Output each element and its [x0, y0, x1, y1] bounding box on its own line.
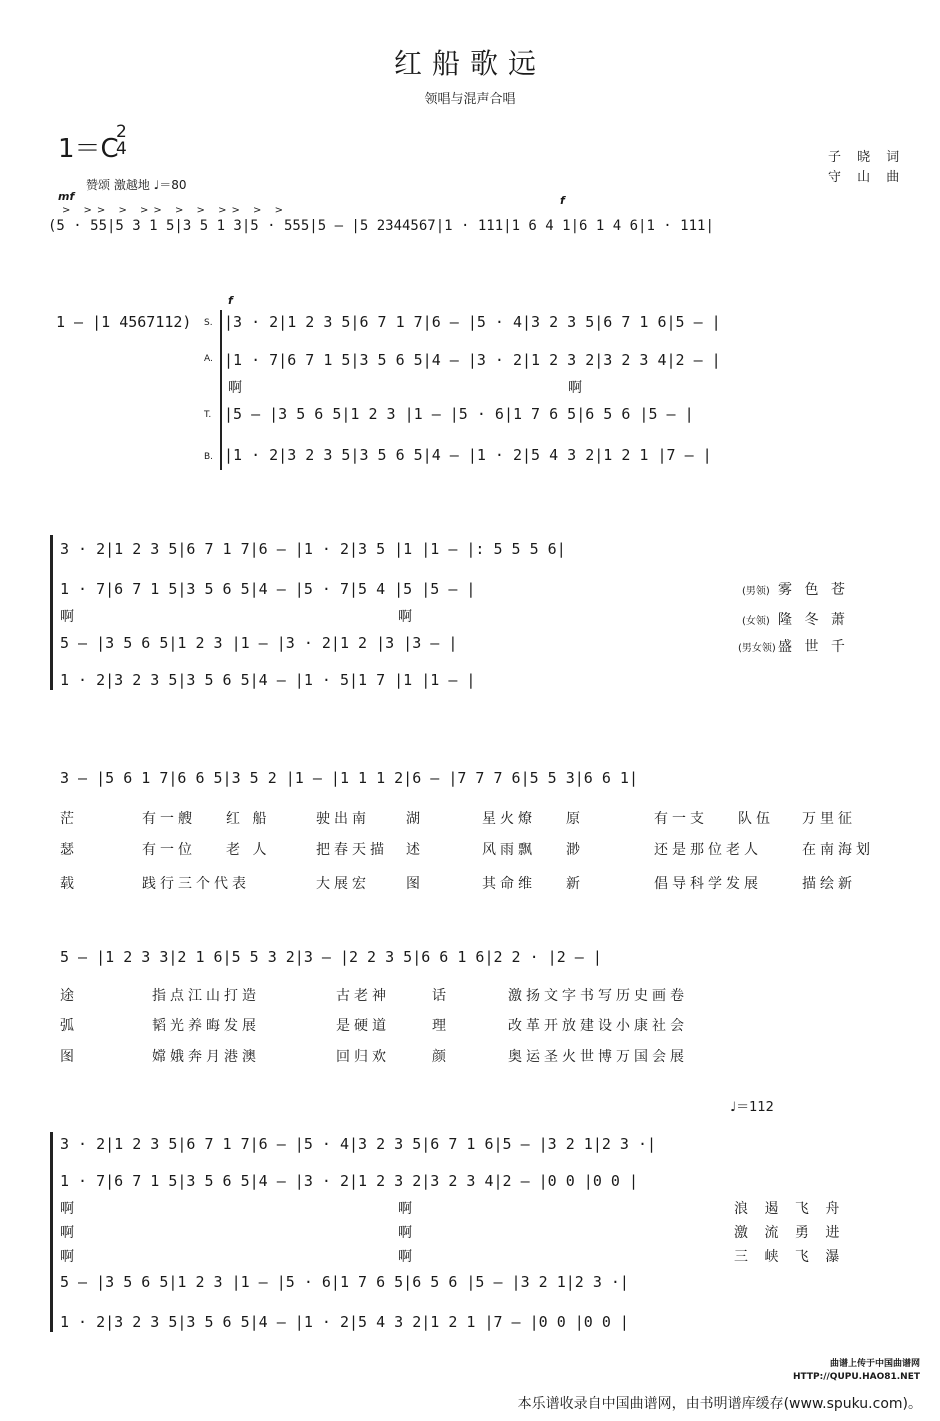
system3-bass: 1 · 2|3 2 3 5|3 5 6 5|4 — |1 · 5|1 7 |1 |1 — |	[60, 671, 476, 689]
system4-lyric-v2-10: 在南海划	[802, 842, 874, 858]
tempo-fast: ♩＝112	[730, 1100, 774, 1115]
system4-lyric-v3-2: 践行三个代表	[142, 876, 250, 892]
system5-lyric-v1-4: 话	[432, 988, 450, 1004]
system6-soprano: 3 · 2|1 2 3 5|6 7 1 7|6 — |5 · 4|3 2 3 5|6 7 1 6|5 — |3 2 1|2 3 ·|	[60, 1135, 657, 1153]
system4-lyric-v3-7: 新	[566, 876, 584, 892]
system4-lyric-v1-3: 红 船	[226, 811, 271, 827]
tenor-label: T.	[204, 410, 212, 420]
bass-label: B.	[204, 452, 214, 462]
soprano-label: S.	[204, 318, 213, 328]
system6-ah2-3: 啊	[398, 1249, 412, 1265]
system4-lyric-v1-10: 万里征	[802, 811, 856, 827]
system5-lyric-v1-2: 指点江山打造	[152, 988, 260, 1004]
tempo-marking: 赞颂 激越地 ♩＝80	[86, 178, 187, 192]
system5-lyric-v3-5: 奥运圣火世博万国会展	[508, 1049, 688, 1065]
system4-lyric-v1-4: 驶出南	[316, 811, 370, 827]
verse1-start: 雾 色 苍	[778, 582, 849, 598]
score-title: 红船歌远	[393, 47, 546, 80]
system2-alto-lyric-2: 啊	[568, 380, 582, 396]
system5-lyric-v3-2: 嫦娥奔月港澳	[152, 1049, 260, 1065]
system5-lyric-v3-1: 图	[60, 1049, 78, 1065]
system4-lyric-v1-1: 茫	[60, 811, 78, 827]
system2-bass: |1 · 2|3 2 3 5|3 5 6 5|4 — |1 · 2|5 4 3 2|1 2 1 |7 — |	[224, 446, 712, 464]
meter-top: 2	[116, 122, 127, 142]
system2-alto-lyric-1: 啊	[228, 380, 242, 396]
source-note: 本乐谱收录自中国曲谱网，由书明谱库缓存(www.spuku.com)。	[517, 1396, 922, 1412]
system4-lyric-v1-7: 原	[566, 811, 584, 827]
system4-lyric-v1-8: 有一支	[654, 811, 708, 827]
system2-alto: |1 · 7|6 7 1 5|3 5 6 5|4 — |3 · 2|1 2 3 2|3 2 3 4|2 — |	[224, 351, 721, 369]
verse2-start: 隆 冬 萧	[778, 612, 849, 628]
system5-lyric-v2-4: 理	[432, 1018, 450, 1034]
system4-lyric-v2-3: 老 人	[226, 842, 271, 858]
system3-alto-lyric-1: 啊	[60, 609, 74, 625]
upload-stamp	[793, 1358, 920, 1384]
system5-lyric-v3-4: 颜	[432, 1049, 450, 1065]
system4-lyric-v1-2: 有一艘	[142, 811, 196, 827]
system5-lyric-v2-3: 是硬道	[336, 1018, 390, 1034]
system2-soprano: |3 · 2|1 2 3 5|6 7 1 7|6 — |5 · 4|3 2 3 5|6 7 1 6|5 — |	[224, 313, 721, 331]
meter-bottom: 4	[116, 139, 127, 159]
system4-lyric-v3-8: 倡导科学发展	[654, 876, 762, 892]
stamp-line-2: HTTP://QUPU.HAO81.NET	[793, 1372, 920, 1382]
system6-alto: 1 · 7|6 7 1 5|3 5 6 5|4 — |3 · 2|1 2 3 2|3 2 3 4|2 — |0 0 |0 0 |	[60, 1172, 638, 1190]
system3-alto: 1 · 7|6 7 1 5|3 5 6 5|4 — |5 · 7|5 4 |5 |5 — |	[60, 580, 476, 598]
verse3-start: 盛 世 千	[778, 639, 849, 655]
system4-lyric-v2-5: 述	[406, 842, 424, 858]
system2-dynamic-f: f	[228, 294, 233, 307]
system2-tenor: |5 — |3 5 6 5|1 2 3 |1 — |5 · 6|1 7 6 5|6 5 6 |5 — |	[224, 405, 694, 423]
system6-end-lyric-3: 三 峡 飞 瀑	[734, 1249, 846, 1265]
system2-intro: 1 — |1 4567112)	[56, 313, 192, 331]
system5-lyric-v2-2: 韬光养晦发展	[152, 1018, 260, 1034]
score-subtitle: 领唱与混声合唱	[424, 92, 516, 107]
system5-lyric-v3-3: 回归欢	[336, 1049, 390, 1065]
system6-ah2-1: 啊	[398, 1201, 412, 1217]
system5-notes: 5 — |1 2 3 3|2 1 6|5 5 3 2|3 — |2 2 3 5|6 6 1 6|2 2 · |2 — |	[60, 948, 602, 966]
system6-ah-3: 啊	[60, 1249, 74, 1265]
system5-lyric-v1-1: 途	[60, 988, 78, 1004]
system4-lyric-v2-4: 把春天描	[316, 842, 388, 858]
system3-bracket	[50, 535, 53, 690]
system4-lyric-v2-2: 有一位	[142, 842, 196, 858]
system4-lyric-v1-9: 队伍	[738, 811, 774, 827]
system5-lyric-v1-3: 古老神	[336, 988, 390, 1004]
system4-lyric-v1-6: 星火燎	[482, 811, 536, 827]
system4-lyric-v2-8: 还是那位老人	[654, 842, 762, 858]
system3-soprano: 3 · 2|1 2 3 5|6 7 1 7|6 — |1 · 2|3 5 |1 |1 — |: 5 5 5 6|	[60, 540, 566, 558]
system5-lyric-v2-5: 改革开放建设小康社会	[508, 1018, 688, 1034]
system1-dynamic-f: f	[560, 194, 565, 207]
system5-lyric-v2-1: 弧	[60, 1018, 78, 1034]
system4-lyric-v2-6: 风雨飘	[482, 842, 536, 858]
system4-lyric-v3-4: 大展宏	[316, 876, 370, 892]
system4-lyric-v3-5: 图	[406, 876, 424, 892]
dynamic-mf: mf	[58, 190, 75, 203]
composer-credit: 守 山 曲	[828, 170, 906, 185]
alto-label: A.	[204, 354, 213, 364]
verse2-role: (女领)	[742, 616, 770, 627]
system3-alto-lyric-2: 啊	[398, 609, 412, 625]
time-signature	[116, 124, 127, 158]
verse1-role: (男领)	[742, 586, 770, 597]
key-signature: 1＝C	[58, 134, 119, 164]
system6-ah-2: 啊	[60, 1225, 74, 1241]
system6-tenor: 5 — |3 5 6 5|1 2 3 |1 — |5 · 6|1 7 6 5|6 5 6 |5 — |3 2 1|2 3 ·|	[60, 1273, 629, 1291]
system4-lyric-v3-6: 其命维	[482, 876, 536, 892]
system4-lyric-v3-1: 载	[60, 876, 78, 892]
lyricist-credit: 子 晓 词	[828, 150, 906, 165]
system6-end-lyric-2: 激 流 勇 进	[734, 1225, 846, 1241]
stamp-line-1: 曲谱上传于中国曲谱网	[829, 1359, 920, 1369]
system4-lyric-v3-10: 描绘新	[802, 876, 856, 892]
system4-notes: 3 — |5 6 1 7|6 6 5|3 5 2 |1 — |1 1 1 2|6 — |7 7 7 6|5 5 3|6 6 1|	[60, 769, 638, 787]
system1-notes: (5 · 55|5 3 1 5|3 5 1 3|5 · 555|5 — |5 2344567|1 · 111|1 6 4 1|6 1 4 6|1 · 111|	[48, 218, 714, 234]
system6-bass: 1 · 2|3 2 3 5|3 5 6 5|4 — |1 · 2|5 4 3 2|1 2 1 |7 — |0 0 |0 0 |	[60, 1313, 629, 1331]
verse3-role: (男女领)	[738, 643, 776, 654]
system6-bracket	[50, 1132, 53, 1332]
system5-lyric-v1-5: 激扬文字书写历史画卷	[508, 988, 688, 1004]
system6-ah-1: 啊	[60, 1201, 74, 1217]
system1-accents: > >> > >> > > >> > >	[62, 205, 288, 216]
system4-lyric-v2-7: 渺	[566, 842, 584, 858]
system6-end-lyric-1: 浪 遏 飞 舟	[734, 1201, 846, 1217]
system4-lyric-v1-5: 湖	[406, 811, 424, 827]
system4-lyric-v2-1: 瑟	[60, 842, 78, 858]
system3-tenor: 5 — |3 5 6 5|1 2 3 |1 — |3 · 2|1 2 |3 |3 — |	[60, 634, 458, 652]
system6-ah2-2: 啊	[398, 1225, 412, 1241]
system2-bracket	[220, 310, 222, 470]
